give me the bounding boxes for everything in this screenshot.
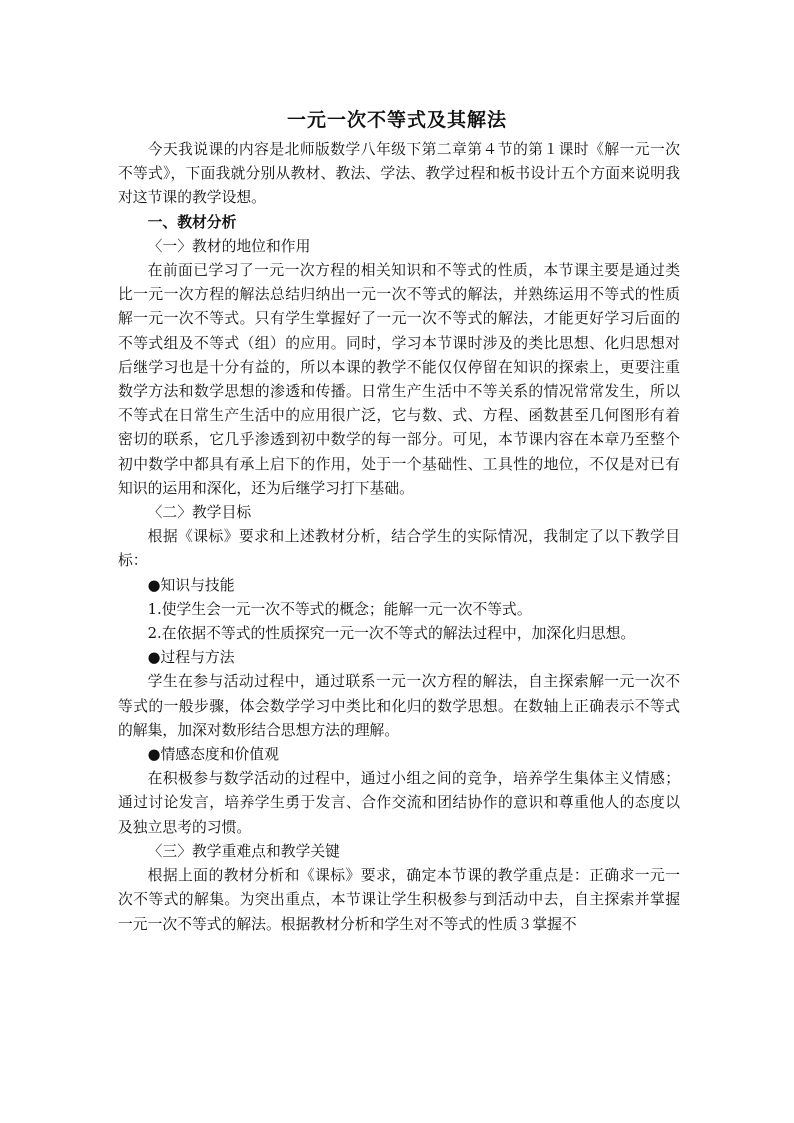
goal-heading-knowledge-skills: ●知识与技能	[147, 576, 235, 594]
goal-knowledge-item-1: 1.使学生会一元一次不等式的概念；能解一元一次不等式。	[147, 600, 532, 618]
attitude-values-paragraph: 在积极参与数学活动的过程中，通过小组之间的竞争，培养学生集体主义情感；通过讨论发言，培养学生勇于发言、合作交流和团结协作的意识和尊重他人的态度以及独立思考的习惯。	[118, 770, 680, 836]
status-role-paragraph: 在前面已学习了一元一次方程的相关知识和不等式的性质，本节课主要是通过类比一元一次方程的解法总结归纳出一元一次不等式的解法，并熟练运用不等式的性质解一元一次不等式。只有学生掌握好了一元一次不等式的解法，才能更好学习后面的不等式组及不等式（组）的应用。同时，学习本节课时涉及的类比思想、化归思想对后继学习也是十分有益的，所以本课的教学不能仅仅停留在知识的探索上，更要注重数学方法和数学思想的渗透和传播。日常生产生活中不等关系的情况常常发生，所以不等式在日常生产生活中的应用很广泛，它与数、式、方程、函数甚至几何图形有着密切的联系，它几乎渗透到初中数学的每一部分。可见，本节课内容在本章乃至整个初中数学中都具有承上启下的作用，处于一个基础性、工具性的地位，不仅是对已有知识的运用和深化，还为后继学习打下基础。	[118, 262, 680, 497]
subsection-heading-status-role: 〈一〉教材的地位和作用	[147, 237, 311, 255]
document-title: 一元一次不等式及其解法	[286, 109, 507, 131]
section-heading-textbook-analysis: 一、教材分析	[147, 213, 237, 231]
goal-knowledge-item-2: 2.在依据不等式的性质探究一元一次不等式的解法过程中，加深化归思想。	[147, 625, 636, 643]
goal-heading-attitude-values: ●情感态度和价值观	[147, 746, 279, 764]
document-body	[118, 138, 680, 937]
process-method-paragraph: 学生在参与活动过程中，通过联系一元一次方程的解法，自主探索解一元一次不等式的一般步骤，体会数学学习中类比和化归的数学思想。在数轴上正确表示不等式的解集，加深对数形结合思想方法的理解。	[118, 673, 680, 739]
key-difficult-points-paragraph: 根据上面的教材分析和《课标》要求，确定本节课的教学重点是：正确求一元一次不等式的解集。为突出重点，本节课让学生积极参与到活动中去，自主探索并掌握一元一次不等式的解法。根据教材分析和学生对不等式的性质３掌握不	[118, 867, 680, 933]
subsection-heading-teaching-goals: 〈二〉教学目标	[147, 504, 252, 522]
teaching-goals-paragraph: 根据《课标》要求和上述教材分析，结合学生的实际情况，我制定了以下教学目标：	[118, 528, 680, 570]
subsection-heading-key-difficult-points: 〈三〉教学重难点和教学关键	[147, 842, 340, 860]
intro-paragraph: 今天我说课的内容是北师版数学八年级下第二章第４节的第１课时《解一元一次不等式》，下面我就分别从教材、教法、学法、教学过程和板书设计五个方面来说明我对这节课的教学设想。	[118, 141, 680, 207]
goal-heading-process-method: ●过程与方法	[147, 649, 235, 667]
